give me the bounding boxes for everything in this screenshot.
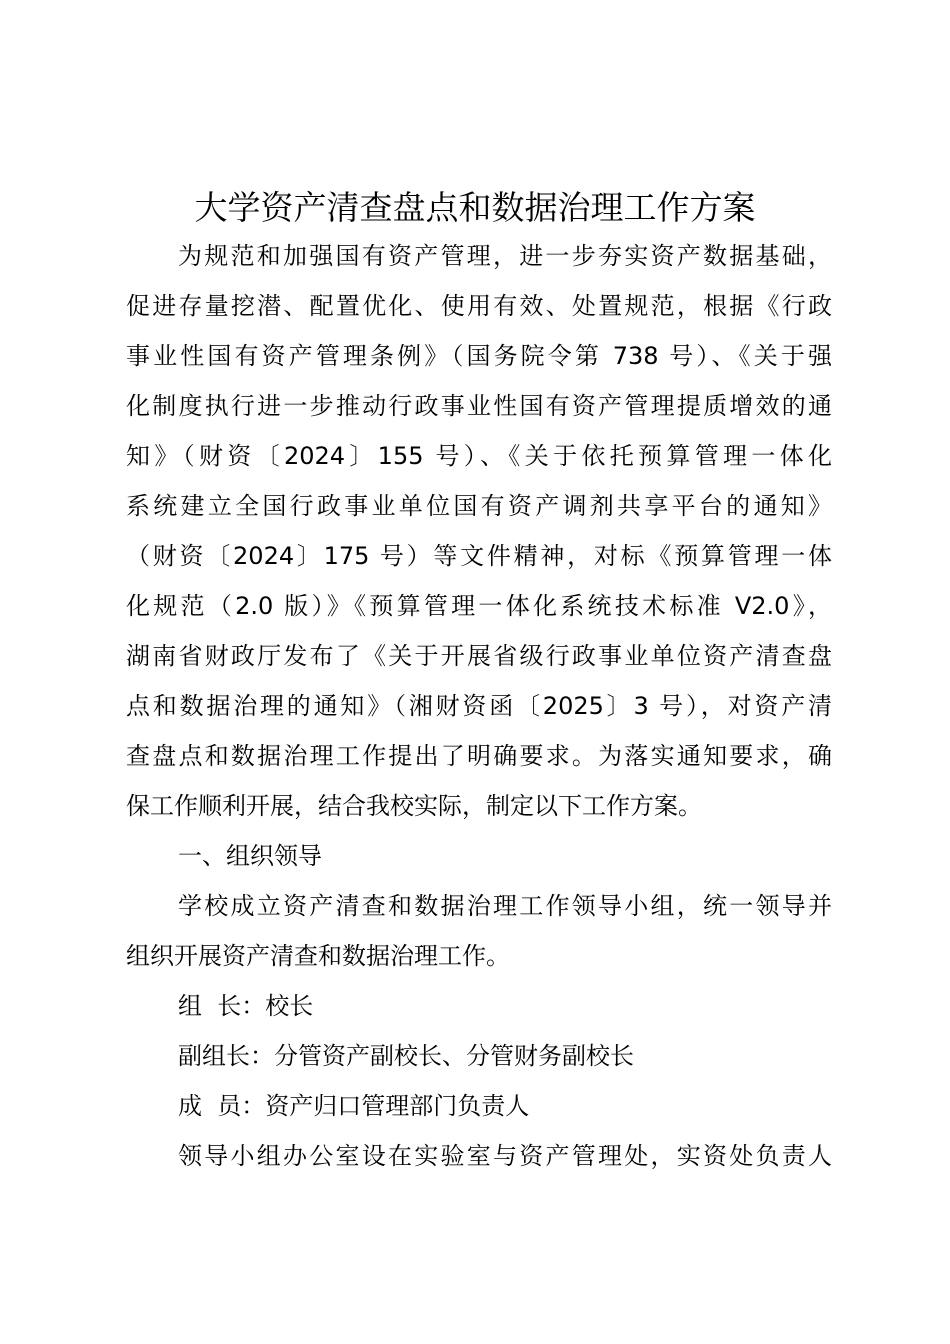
intro-line-11: 查盘点和数据治理工作提出了明确要求。为落实通知要求，确: [126, 742, 832, 770]
intro-line-3: 事业性国有资产管理条例》（国务院令第 738 号）、《关于强: [126, 342, 832, 370]
leader-line: 组 长：校长: [178, 992, 314, 1020]
intro-line-7: （财资〔2024〕175 号）等文件精神，对标《预算管理一体: [126, 542, 832, 570]
intro-line-5: 知》（财资〔2024〕155 号）、《关于依托预算管理一体化: [126, 442, 832, 470]
intro-line-4: 化制度执行进一步推动行政事业性国有资产管理提质增效的通: [126, 392, 832, 420]
intro-line-9: 湖南省财政厅发布了《关于开展省级行政事业单位资产清查盘: [126, 642, 832, 670]
intro-line-2: 促进存量挖潜、配置优化、使用有效、处置规范，根据《行政: [126, 292, 832, 320]
member-line: 成 员：资产归口管理部门负责人: [178, 1092, 530, 1120]
document-title: 大学资产清查盘点和数据治理工作方案: [194, 188, 756, 227]
section-heading-organization: 一、组织领导: [178, 842, 322, 870]
office-line: 领导小组办公室设在实验室与资产管理处，实资处负责人: [178, 1142, 832, 1170]
intro-line-8: 化规范（2.0 版）》《预算管理一体化系统技术标准 V2.0》，: [126, 592, 832, 620]
section1-line-1: 学校成立资产清查和数据治理工作领导小组，统一领导并: [178, 892, 832, 920]
intro-line-1: 为规范和加强国有资产管理，进一步夯实资产数据基础，: [178, 242, 832, 270]
intro-line-12: 保工作顺利开展，结合我校实际，制定以下工作方案。: [126, 792, 702, 820]
section1-line-2: 组织开展资产清查和数据治理工作。: [126, 942, 510, 970]
intro-line-10: 点和数据治理的通知》（湘财资函〔2025〕3 号），对资产清: [126, 692, 832, 720]
deputy-leader-line: 副组长：分管资产副校长、分管财务副校长: [178, 1042, 634, 1070]
intro-line-6: 系统建立全国行政事业单位国有资产调剂共享平台的通知》: [126, 492, 832, 520]
